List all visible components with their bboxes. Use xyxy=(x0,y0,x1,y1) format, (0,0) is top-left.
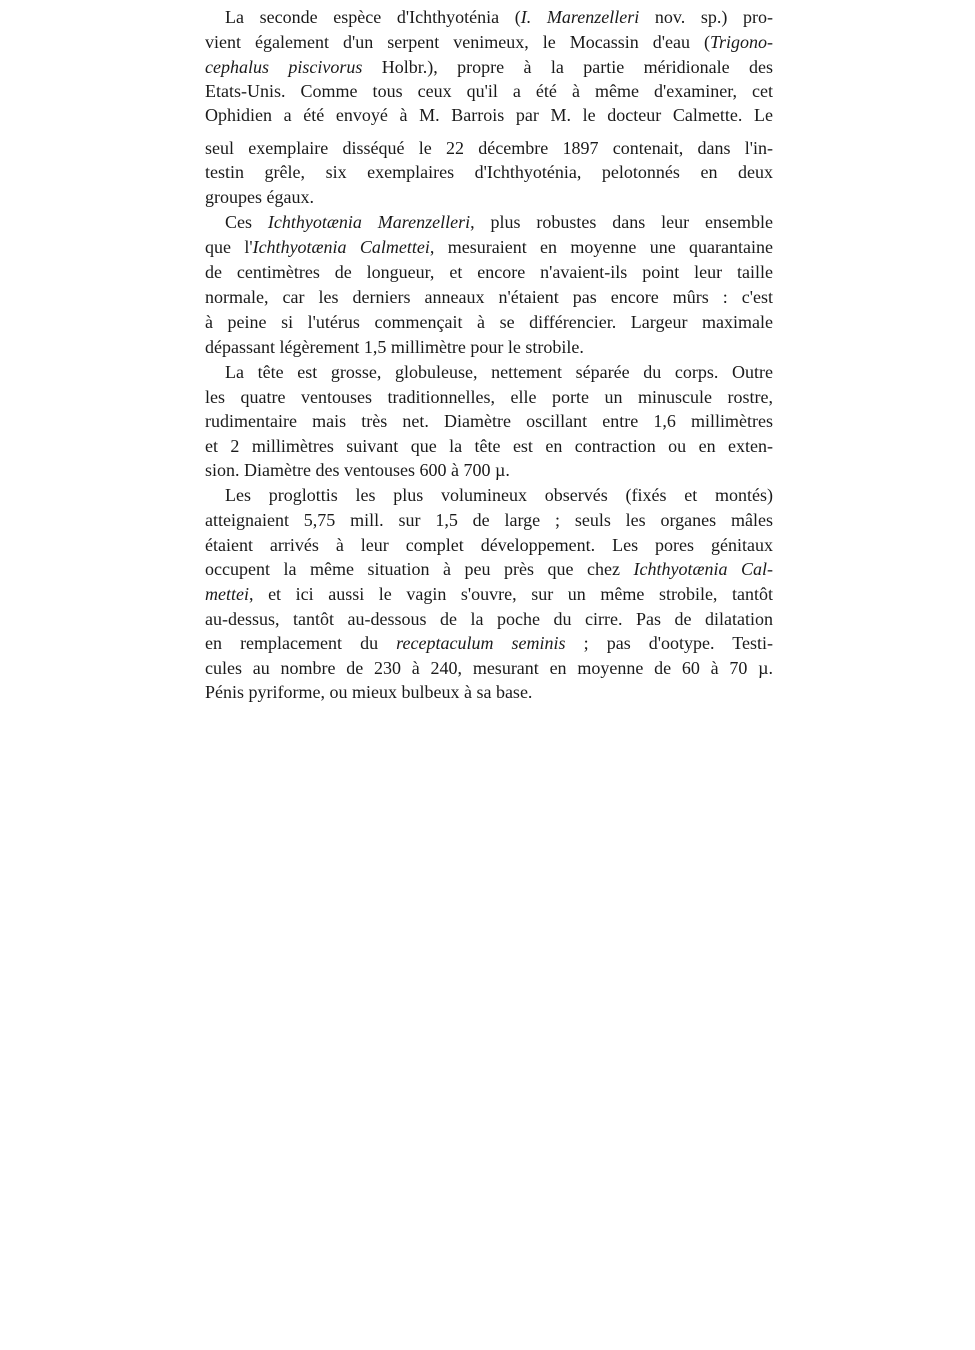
text-segment: ; pas d'ootype. Testi- xyxy=(565,633,773,653)
text-line xyxy=(205,136,773,160)
italic-text: Ichthyotænia Calmettei xyxy=(252,237,430,257)
text-segment: à peine si l'utérus commençait à se différencier. Largeur maximale xyxy=(205,312,773,332)
text-segment: que l' xyxy=(205,237,253,257)
text-line xyxy=(205,185,773,209)
text-line xyxy=(205,55,773,79)
text-line xyxy=(205,631,773,655)
text-line xyxy=(225,483,773,507)
text-segment: groupes égaux. xyxy=(205,187,314,207)
italic-text: Ichthyotænia Cal- xyxy=(633,559,773,579)
text-segment: sion. Diamètre des ventouses 600 à 700 µ. xyxy=(205,460,510,480)
text-line xyxy=(205,285,773,309)
text-segment: Pénis pyriforme, ou mieux bulbeux à sa base. xyxy=(205,682,533,702)
text-segment: rudimentaire mais très net. Diamètre oscillant entre 1,6 millimètres xyxy=(205,411,773,431)
text-line xyxy=(205,260,773,284)
text-segment: occupent la même situation à peu près que chez xyxy=(205,559,634,579)
text-segment: de centimètres de longueur, et encore n'avaient-ils point leur taille xyxy=(205,262,773,282)
text-line xyxy=(205,30,773,54)
text-segment: les quatre ventouses traditionnelles, elle porte un minuscule rostre, xyxy=(205,387,773,407)
text-line xyxy=(205,656,773,680)
text-line xyxy=(205,582,773,606)
text-line xyxy=(205,103,773,127)
text-line xyxy=(205,335,773,359)
italic-text: Trigono- xyxy=(709,32,773,52)
text-segment: Ophidien a été envoyé à M. Barrois par M. le docteur Calmette. Le xyxy=(205,105,773,125)
text-segment: La seconde espèce d'Ichthyoténia ( xyxy=(225,7,521,27)
text-segment: testin grêle, six exemplaires d'Ichthyoténia, pelotonnés en deux xyxy=(205,162,773,182)
text-line xyxy=(205,680,773,704)
text-line xyxy=(205,310,773,334)
text-segment: dépassant légèrement 1,5 millimètre pour le strobile. xyxy=(205,337,584,357)
text-line xyxy=(205,160,773,184)
text-segment: , plus robustes dans leur ensemble xyxy=(470,212,774,232)
text-segment: nov. sp.) pro- xyxy=(639,7,773,27)
text-segment: Etats-Unis. Comme tous ceux qu'il a été à même d'examiner, cet xyxy=(205,81,773,101)
text-segment: normale, car les derniers anneaux n'étaient pas encore mûrs : c'est xyxy=(205,287,773,307)
text-segment: en remplacement du xyxy=(205,633,397,653)
text-segment: et 2 millimètres suivant que la tête est en contraction ou en exten- xyxy=(205,436,773,456)
text-line xyxy=(205,458,773,482)
italic-text: Ichthyotænia Marenzelleri xyxy=(267,212,471,232)
text-line xyxy=(205,79,773,103)
text-segment: seul exemplaire disséqué le 22 décembre 1897 contenait, dans l'in- xyxy=(205,138,773,158)
italic-text: receptaculum seminis xyxy=(396,633,566,653)
text-segment: vient également d'un serpent venimeux, le Mocassin d'eau ( xyxy=(205,32,710,52)
text-line xyxy=(205,409,773,433)
text-segment: Holbr.), propre à la partie méridionale des xyxy=(362,57,773,77)
text-segment: La tête est grosse, globuleuse, nettement séparée du corps. Outre xyxy=(225,362,773,382)
italic-text: cephalus piscivorus xyxy=(205,57,363,77)
text-segment: Les proglottis les plus volumineux observés (fixés et montés) xyxy=(225,485,773,505)
text-line xyxy=(205,434,773,458)
text-segment: cules au nombre de 230 à 240, mesurant en moyenne de 60 à 70 µ. xyxy=(205,658,773,678)
italic-text: mettei xyxy=(205,584,249,604)
text-line xyxy=(225,360,773,384)
italic-text: I. Marenzelleri xyxy=(520,7,640,27)
text-segment: , mesuraient en moyenne une quarantaine xyxy=(429,237,773,257)
text-line xyxy=(205,385,773,409)
text-line xyxy=(205,607,773,631)
text-segment: atteignaient 5,75 mill. sur 1,5 de large ; seuls les organes mâles xyxy=(205,510,773,530)
text-line xyxy=(225,5,773,29)
text-line xyxy=(205,533,773,557)
text-segment: , et ici aussi le vagin s'ouvre, sur un même strobile, tantôt xyxy=(248,584,773,604)
text-line xyxy=(225,210,773,234)
text-segment: au-dessus, tantôt au-dessous de la poche du cirre. Pas de dilatation xyxy=(205,609,773,629)
text-segment: Ces xyxy=(225,212,268,232)
text-line xyxy=(205,235,773,259)
text-line xyxy=(205,557,773,581)
text-segment: étaient arrivés à leur complet développement. Les pores génitaux xyxy=(205,535,773,555)
text-line xyxy=(205,508,773,532)
